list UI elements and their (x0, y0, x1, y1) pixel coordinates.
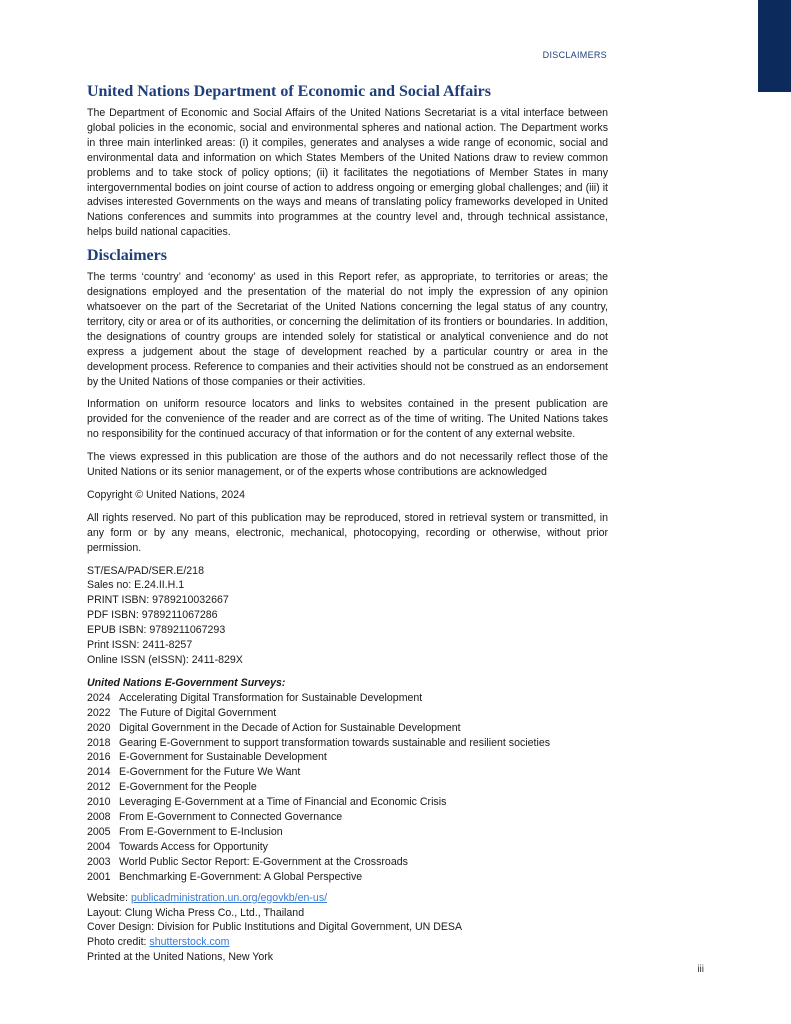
survey-title: Leveraging E-Government at a Time of Financial and Economic Crisis (119, 796, 447, 809)
survey-title: Towards Access for Opportunity (119, 840, 268, 853)
about-body: The Department of Economic and Social Affairs of the United Nations Secretariat is a vital interface between global policies in the economic, social and environmental spheres and national action. The Department works in three main interlinked areas: (i) it compiles, generates and analyses a wide range of economic, social and environmental data and information on which States Members of the United Nations draw to review common problems and to take stock of policy options; (ii) it facilitates the negotiations of Member States in many intergovernmental bodies on joint course of action to address ongoing or emerging global challenges; and (iii) it advises interested Governments on the ways and means of translating policy frameworks developed in United Nations conferences and summits into programmes at the country level and, through technical assistance, helps build national capacities. (87, 107, 608, 239)
sales-number: Sales no: E.24.II.H.1 (87, 579, 185, 592)
surveys-title: United Nations E-Government Surveys: (87, 676, 286, 689)
survey-title: Accelerating Digital Transformation for Sustainable Development (119, 691, 423, 704)
photo-credit-line (87, 935, 608, 950)
survey-year: 2020 (87, 721, 111, 734)
list-item (87, 736, 608, 751)
survey-year: 2008 (87, 811, 111, 824)
print-isbn: PRINT ISBN: 9789210032667 (87, 594, 229, 607)
layout-credit: Layout: Clung Wicha Press Co., Ltd., Thailand (87, 906, 305, 919)
list-item (87, 706, 608, 721)
survey-year: 2022 (87, 706, 111, 719)
survey-year: 2010 (87, 796, 111, 809)
symbol-line: ST/ESA/PAD/SER.E/218 (87, 564, 204, 577)
disclaimer-paragraph: The views expressed in this publication are those of the authors and do not necessarily reflect those of the United Nations or its senior management, or of the experts whose contributions are acknowledged (87, 451, 608, 479)
survey-title: E-Government for Sustainable Development (119, 751, 327, 764)
survey-year: 2003 (87, 855, 111, 868)
survey-year: 2005 (87, 825, 111, 838)
list-item (87, 825, 608, 840)
website-line (87, 891, 608, 906)
survey-year: 2018 (87, 736, 111, 749)
survey-title: Digital Government in the Decade of Action for Sustainable Development (119, 721, 461, 734)
credits-block (87, 891, 608, 966)
survey-title: Benchmarking E-Government: A Global Perspective (119, 870, 363, 883)
survey-title: Gearing E-Government to support transformation towards sustainable and resilient societies (119, 736, 551, 749)
surveys-list (87, 676, 608, 885)
survey-title: The Future of Digital Government (119, 706, 277, 719)
cover-credit: Cover Design: Division for Public Institutions and Digital Government, UN DESA (87, 921, 463, 934)
survey-year: 2012 (87, 781, 111, 794)
disclaimer-paragraph: The terms ‘country’ and ‘economy’ as used in this Report refer, as appropriate, to territories or areas; the designations employed and the presentation of the material do not imply the expression of any opinion whatsoever on the part of the Secretariat of the United Nations concerning the legal status of any country, territory, city or area or of its authorities, or concerning the delimitation of its frontiers or boundaries. In addition, the designations of country groups are intended solely for statistical or analytical convenience and do not express a judgement about the stage of development reached by a particular country or area in the development process. Reference to companies and their activities should not be construed as an endorsement by the United Nations of those companies or their activities. (87, 271, 608, 388)
survey-title: From E-Government to Connected Governance (119, 811, 343, 824)
pdf-isbn: PDF ISBN: 9789211067286 (87, 609, 218, 622)
about-heading: United Nations Department of Economic and Social Affairs (87, 83, 491, 100)
survey-year: 2024 (87, 691, 111, 704)
list-item (87, 750, 608, 765)
list-item (87, 780, 608, 795)
website-label: Website: (87, 891, 131, 904)
survey-title: E-Government for the Future We Want (119, 766, 301, 779)
printed-at: Printed at the United Nations, New York (87, 951, 274, 964)
rights-statement: All rights reserved. No part of this publication may be reproduced, stored in retrieval system or transmitted, in any form or by any means, electronic, mechanical, photocopying, recording or otherwise, without prior permission. (87, 511, 608, 554)
survey-year: 2014 (87, 766, 111, 779)
survey-year: 2004 (87, 840, 111, 853)
copyright-line: Copyright © United Nations, 2024 (87, 488, 245, 501)
survey-title: E-Government for the People (119, 781, 257, 794)
list-item (87, 840, 608, 855)
disclaimer-paragraph: Information on uniform resource locators and links to websites contained in the present publication are provided for the convenience of the reader and are correct as of the time of writing. The United Nations takes no responsibility for the continued accuracy of that information or for the content of any external website. (87, 398, 608, 441)
list-item (87, 765, 608, 780)
list-item (87, 810, 608, 825)
page-content (87, 82, 608, 965)
list-item (87, 691, 608, 706)
survey-title: World Public Sector Report: E-Government at the Crossroads (119, 855, 408, 868)
disclaimers-heading: Disclaimers (87, 247, 167, 265)
list-item (87, 721, 608, 736)
list-item (87, 870, 608, 885)
page-number: iii (697, 964, 704, 975)
print-issn: Print ISSN: 2411-8257 (87, 639, 193, 652)
survey-year: 2016 (87, 751, 111, 764)
list-item (87, 855, 608, 870)
photo-credit-link[interactable]: shutterstock.com (149, 936, 230, 949)
publication-identifiers (87, 564, 608, 668)
website-link[interactable]: publicadministration.un.org/egovkb/en-us/ (130, 891, 328, 904)
survey-year: 2001 (87, 870, 111, 883)
list-item (87, 795, 608, 810)
survey-title: From E-Government to E-Inclusion (119, 825, 283, 838)
photo-credit-label: Photo credit: (87, 936, 150, 949)
corner-tab (758, 0, 791, 92)
epub-isbn: EPUB ISBN: 9789211067293 (87, 624, 226, 637)
online-issn: Online ISSN (eISSN): 2411-829X (87, 654, 243, 666)
section-header: DISCLAIMERS (542, 50, 607, 60)
